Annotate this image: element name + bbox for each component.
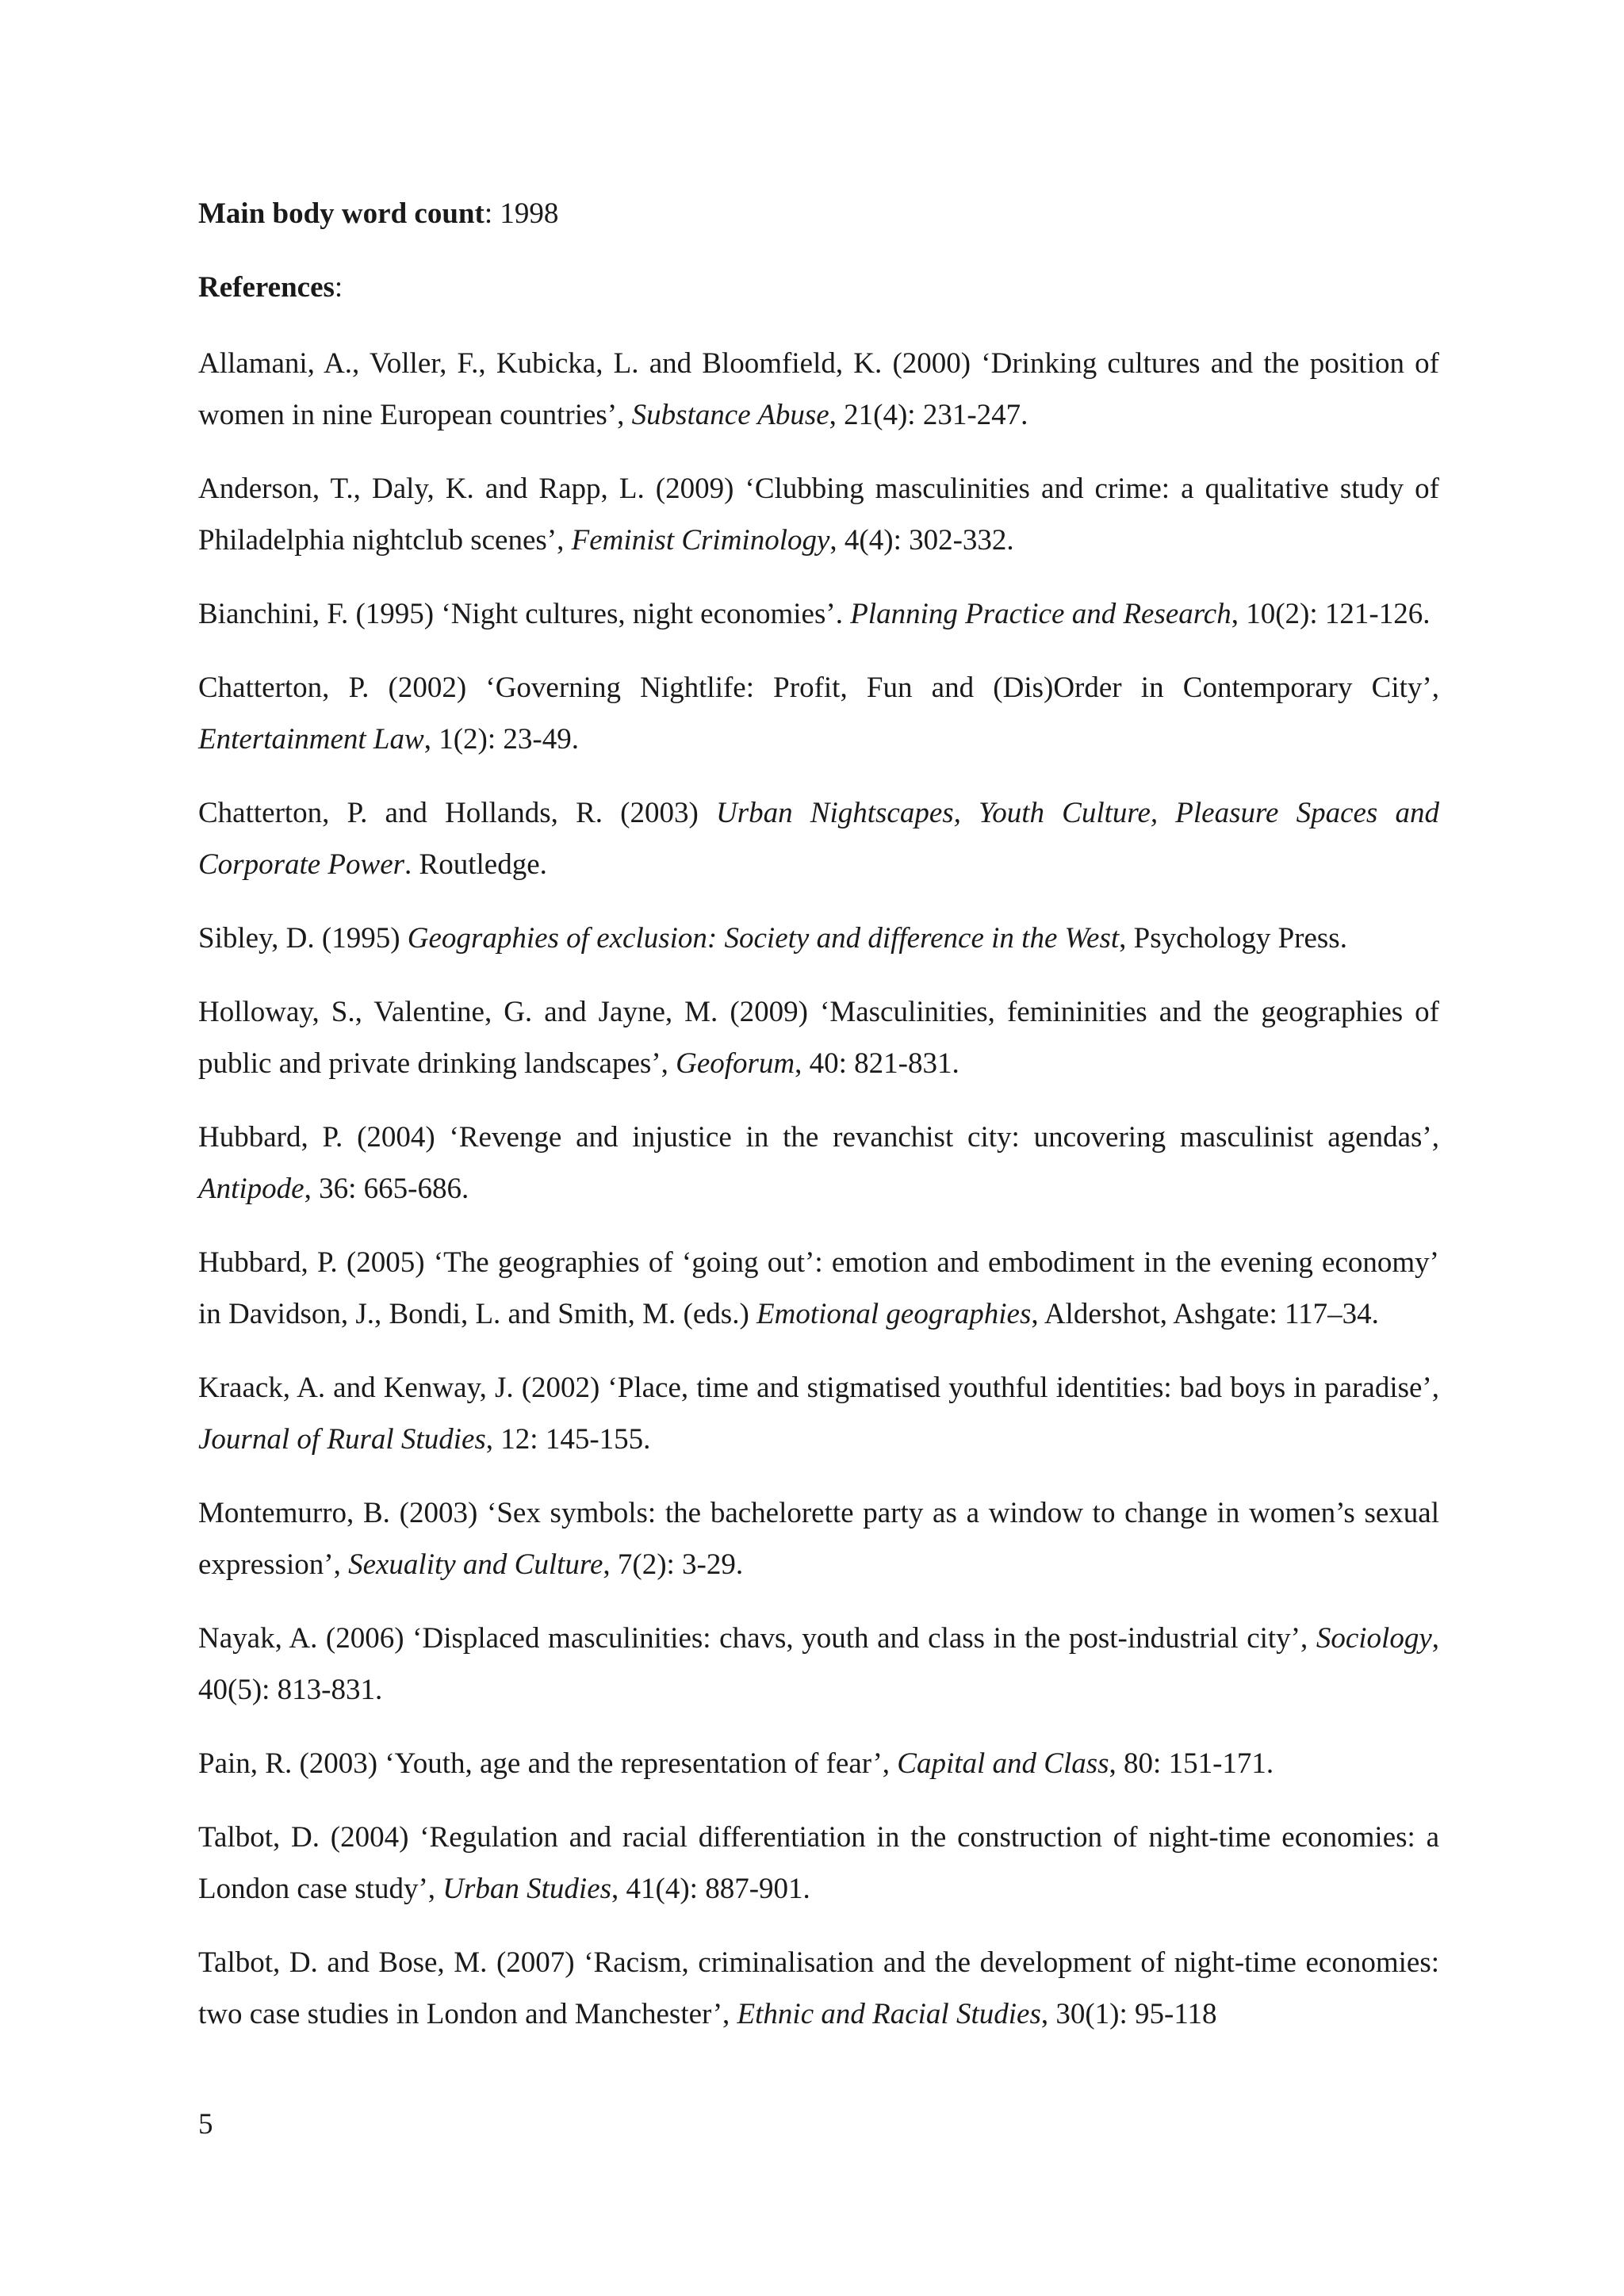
reference-details: , 80: 151-171.	[1109, 1747, 1274, 1780]
reference-source-title: Urban Studies	[442, 1873, 612, 1905]
reference-item	[198, 986, 1439, 1089]
reference-item	[198, 338, 1439, 441]
references-heading-label: References	[198, 271, 335, 304]
reference-details: , 1(2): 23-49.	[423, 723, 579, 756]
page-body	[198, 190, 1439, 2062]
reference-source-title: Emotional geographies	[756, 1298, 1032, 1330]
reference-details: , 21(4): 231-247.	[829, 399, 1028, 431]
reference-item	[198, 1738, 1439, 1789]
reference-text: Talbot, D. (2004) ‘Regulation and racial differentiation in the construction of night-time economies: a London case study’,	[198, 1821, 1439, 1905]
reference-source-title: Sociology	[1316, 1622, 1432, 1655]
reference-text: Bianchini, F. (1995) ‘Night cultures, night economies’.	[198, 598, 851, 630]
reference-details: , 30(1): 95-118	[1040, 1998, 1217, 2030]
reference-text: Allamani, A., Voller, F., Kubicka, L. and Bloomfield, K. (2000) ‘Drinking cultures and the position of women in nine European countries’,	[198, 347, 1439, 431]
reference-item	[198, 1613, 1439, 1716]
reference-details: , 7(2): 3-29.	[603, 1548, 744, 1581]
reference-text: Anderson, T., Daly, K. and Rapp, L. (2009) ‘Clubbing masculinities and crime: a qualitative study of Philadelphia nightclub scenes’,	[198, 473, 1439, 557]
references-heading-colon: :	[334, 271, 343, 304]
reference-source-title: Capital and Class	[897, 1747, 1109, 1780]
reference-details: , 10(2): 121-126.	[1231, 598, 1431, 630]
reference-source-title: Urban Nightscapes, Youth Culture, Pleasure Spaces and Corporate Power	[198, 797, 1439, 881]
reference-text: Chatterton, P. and Hollands, R. (2003)	[198, 797, 716, 829]
reference-source-title: Sexuality and Culture	[348, 1548, 603, 1581]
reference-details: , 40(5): 813-831.	[198, 1622, 1439, 1706]
reference-source-title: Geographies of exclusion: Society and difference in the West	[407, 922, 1120, 955]
reference-item	[198, 463, 1439, 566]
reference-details: , 41(4): 887-901.	[611, 1873, 810, 1905]
reference-source-title: Geoforum	[676, 1047, 795, 1080]
reference-item	[198, 1112, 1439, 1215]
reference-item	[198, 1812, 1439, 1915]
reference-text: Montemurro, B. (2003) ‘Sex symbols: the bachelorette party as a window to change in women’s sexual expression’,	[198, 1497, 1439, 1581]
reference-item	[198, 913, 1439, 964]
reference-details: , 12: 145-155.	[485, 1423, 651, 1456]
reference-text: Sibley, D. (1995)	[198, 922, 408, 955]
reference-text: Pain, R. (2003) ‘Youth, age and the representation of fear’,	[198, 1747, 898, 1780]
reference-source-title: Ethnic and Racial Studies	[737, 1998, 1041, 2030]
reference-details: . Routledge.	[404, 848, 547, 881]
reference-details: , Aldershot, Ashgate: 117–34.	[1031, 1298, 1379, 1330]
reference-source-title: Antipode	[198, 1173, 304, 1205]
reference-item	[198, 787, 1439, 890]
reference-details: , 36: 665-686.	[304, 1173, 469, 1205]
references-heading	[198, 264, 1439, 312]
word-count-line	[198, 190, 1439, 238]
reference-text: Kraack, A. and Kenway, J. (2002) ‘Place, time and stigmatised youthful identities: bad boys in paradise’,	[198, 1372, 1439, 1404]
reference-text: Holloway, S., Valentine, G. and Jayne, M. (2009) ‘Masculinities, femininities and the geographies of public and private drinking landscapes’,	[198, 996, 1439, 1080]
reference-source-title: Substance Abuse	[631, 399, 829, 431]
reference-source-title: Entertainment Law	[198, 723, 424, 756]
reference-source-title: Journal of Rural Studies	[198, 1423, 486, 1456]
reference-text: Nayak, A. (2006) ‘Displaced masculinities: chavs, youth and class in the post-industrial city’,	[198, 1622, 1316, 1655]
reference-source-title: Feminist Criminology	[571, 524, 830, 557]
reference-text: Hubbard, P. (2004) ‘Revenge and injustice in the revanchist city: uncovering masculinist agendas’,	[198, 1121, 1439, 1154]
reference-item	[198, 588, 1439, 640]
reference-text: Talbot, D. and Bose, M. (2007) ‘Racism, criminalisation and the development of night-time economies: two case studies in London and Manchester’,	[198, 1946, 1439, 2030]
reference-item	[198, 1237, 1439, 1340]
reference-item	[198, 1362, 1439, 1465]
reference-text: Chatterton, P. (2002) ‘Governing Nightlife: Profit, Fun and (Dis)Order in Contemporary City’,	[198, 672, 1439, 704]
reference-item	[198, 1937, 1439, 2040]
word-count-value: 1998	[500, 197, 559, 230]
page-number: 5	[198, 2108, 213, 2141]
word-count-separator: :	[484, 197, 500, 230]
reference-list	[198, 338, 1439, 2040]
reference-details: , 4(4): 302-332.	[829, 524, 1014, 557]
reference-text: Hubbard, P. (2005) ‘The geographies of ‘going out’: emotion and embodiment in the evening economy’ in Davidson, J., Bondi, L. and Smith, M. (eds.)	[198, 1246, 1439, 1330]
reference-details: , 40: 821-831.	[795, 1047, 959, 1080]
word-count-label: Main body word count	[198, 197, 485, 230]
reference-item	[198, 662, 1439, 765]
reference-item	[198, 1487, 1439, 1590]
reference-source-title: Planning Practice and Research	[850, 598, 1231, 630]
reference-details: , Psychology Press.	[1119, 922, 1347, 955]
